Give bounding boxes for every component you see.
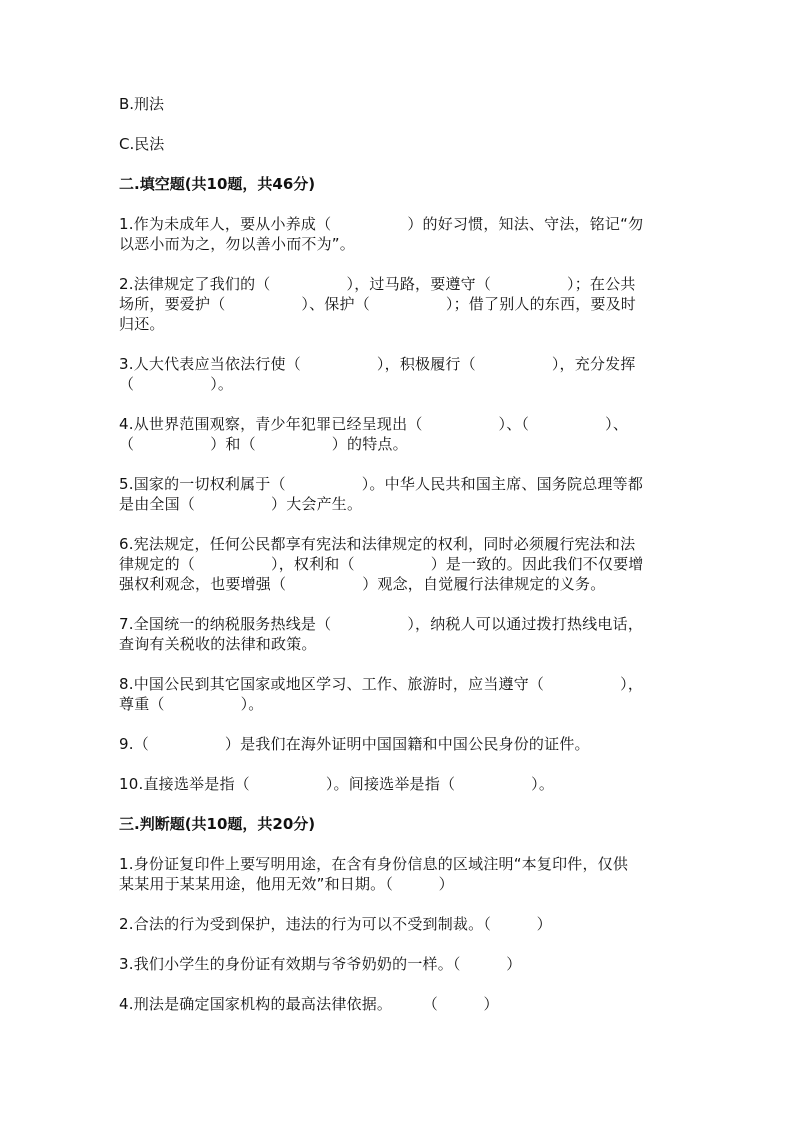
- judge-question-3: [119, 954, 675, 974]
- question-line: 4.刑法是确定国家机构的最高法律依据。 （ ）: [119, 995, 499, 1013]
- judge-question-1: [119, 854, 675, 894]
- question-line: 2.法律规定了我们的（ ），过马路，要遵守（ ）；在公共: [119, 275, 636, 293]
- question-line: 强权利观念，也要增强（ ）观念，自觉履行法律规定的义务。: [119, 575, 606, 593]
- question-line: 10.直接选举是指（ ）。间接选举是指（ ）。: [119, 775, 555, 793]
- question-line: 某某用于某某用途，他用无效”和日期。（ ）: [119, 875, 454, 893]
- question-line: 场所，要爱护（ ）、保护（ ）；借了别人的东西，要及时: [119, 295, 637, 313]
- fill-question-7: [119, 614, 675, 654]
- question-line: 2.合法的行为受到保护，违法的行为可以不受到制裁。（ ）: [119, 915, 552, 933]
- question-line: 3.我们小学生的身份证有效期与爷爷奶奶的一样。（ ）: [119, 955, 522, 973]
- judge-question-4: [119, 994, 675, 1014]
- question-line: 8.中国公民到其它国家或地区学习、工作、旅游时，应当遵守（ ），: [119, 675, 644, 693]
- question-line: 4.从世界范围观察，青少年犯罪已经呈现出（ ）、（ ）、: [119, 415, 629, 433]
- fill-question-3: [119, 354, 675, 394]
- question-line: 以恶小而为之，勿以善小而不为”。: [119, 235, 355, 253]
- question-line: 尊重（ ）。: [119, 695, 264, 713]
- question-line: 7.全国统一的纳税服务热线是（ ），纳税人可以通过拨打热线电话，: [119, 615, 644, 633]
- section-title-true-false: 三.判断题(共10题，共20分): [119, 815, 316, 833]
- question-line: 1.作为未成年人，要从小养成（ ）的好习惯，知法、守法，铭记“勿: [119, 215, 644, 233]
- fill-question-8: [119, 674, 675, 714]
- question-line: 1.身份证复印件上要写明用途，在含有身份信息的区域注明“本复印件，仅供: [119, 855, 629, 873]
- fill-question-10: [119, 774, 675, 794]
- answer-option-b: B.刑法: [119, 95, 165, 113]
- question-line: 律规定的（ ），权利和（ ）是一致的。因此我们不仅要增: [119, 555, 644, 573]
- fill-question-4: [119, 414, 675, 454]
- judge-question-2: [119, 914, 675, 934]
- question-line: 5.国家的一切权利属于（ ）。中华人民共和国主席、国务院总理等都: [119, 475, 644, 493]
- fill-question-9: [119, 734, 675, 754]
- question-line: （ ）。: [119, 375, 234, 393]
- question-line: 归还。: [119, 315, 165, 333]
- question-line: 查询有关税收的法律和政策。: [119, 635, 317, 653]
- section-title-fill-in: 二.填空题(共10题，共46分): [119, 175, 316, 193]
- question-line: 3.人大代表应当依法行使（ ），积极履行（ ），充分发挥: [119, 355, 636, 373]
- question-line: （ ）和（ ）的特点。: [119, 435, 408, 453]
- question-line: 6.宪法规定，任何公民都享有宪法和法律规定的权利，同时必须履行宪法和法: [119, 535, 636, 553]
- fill-question-2: [119, 274, 675, 334]
- answer-option-c: C.民法: [119, 135, 165, 153]
- fill-question-6: [119, 534, 675, 594]
- fill-question-5: [119, 474, 675, 514]
- question-line: 9.（ ）是我们在海外证明中国国籍和中国公民身份的证件。: [119, 735, 590, 753]
- fill-question-1: [119, 214, 675, 254]
- document-page: [119, 94, 675, 1034]
- question-line: 是由全国（ ）大会产生。: [119, 495, 363, 513]
